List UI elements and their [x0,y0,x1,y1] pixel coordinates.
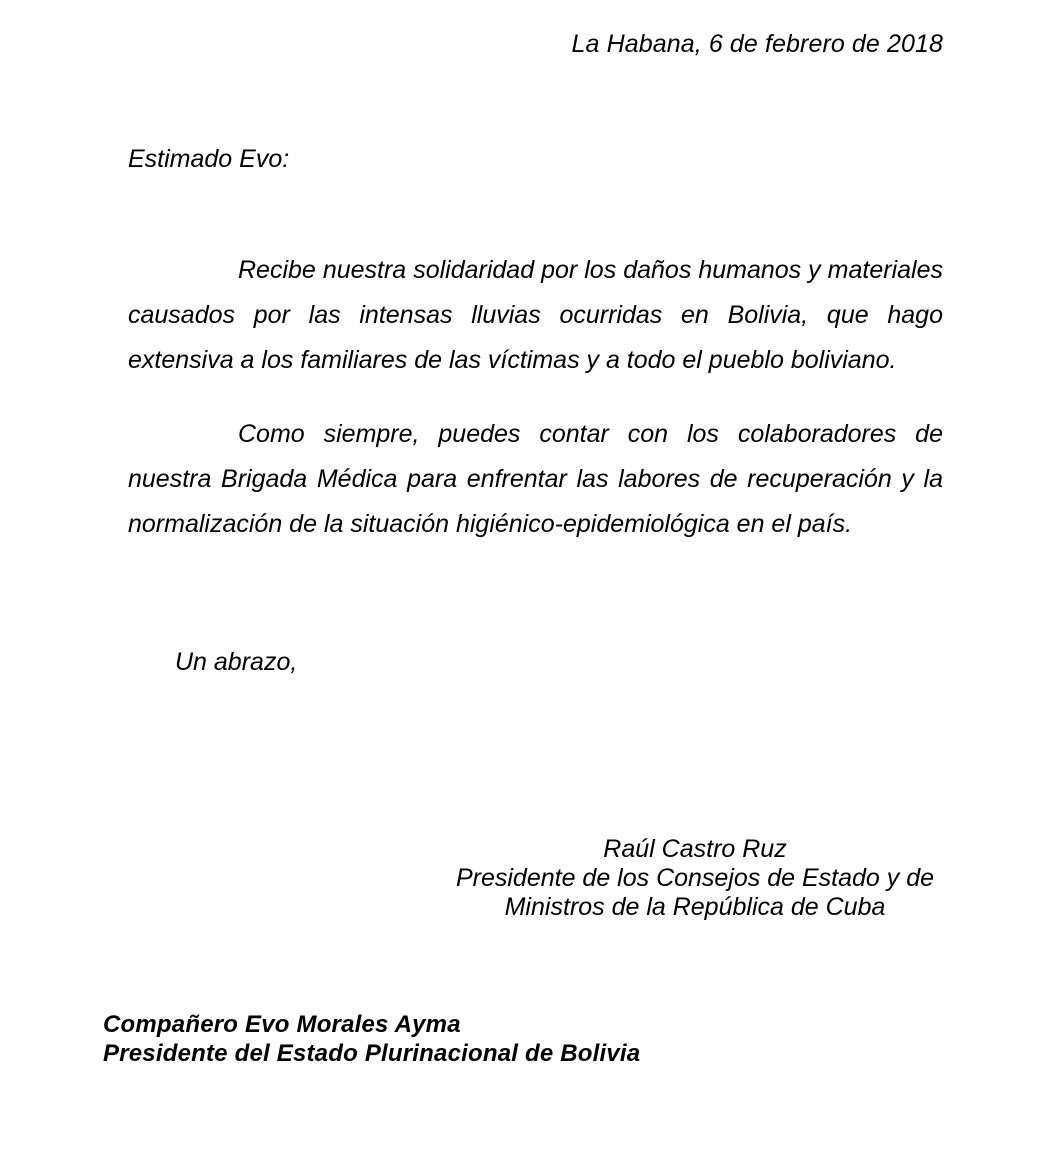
addressee-name: Compañero Evo Morales Ayma [103,1011,461,1038]
body-paragraph-1: Recibe nuestra solidaridad por los daños humanos y materiales causados por las intensas lluvias ocurridas en Bolivia, que hago extensiva a los familiares de las víctimas y a todo el pueblo boliviano. [128,256,943,374]
salutation: Estimado Evo: [128,145,290,173]
closing-line: Un abrazo, [175,648,298,676]
addressee-title: Presidente del Estado Plurinacional de Bolivia [103,1040,641,1067]
signature-name: Raúl Castro Ruz [603,835,787,863]
signature-title-line-2: Ministros de la República de Cuba [504,893,886,921]
body-paragraph-2: Como siempre, puedes contar con los colaboradores de nuestra Brigada Médica para enfrentar las labores de recuperación y la normalización de la situación higiénico-epidemiológica en el país. [128,420,943,538]
addressee-block [103,1010,640,1068]
signature-title-line-1: Presidente de los Consejos de Estado y de [455,864,935,892]
date-line: La Habana, 6 de febrero de 2018 [571,30,943,58]
letter-body [128,248,943,547]
signature-block [415,835,975,922]
